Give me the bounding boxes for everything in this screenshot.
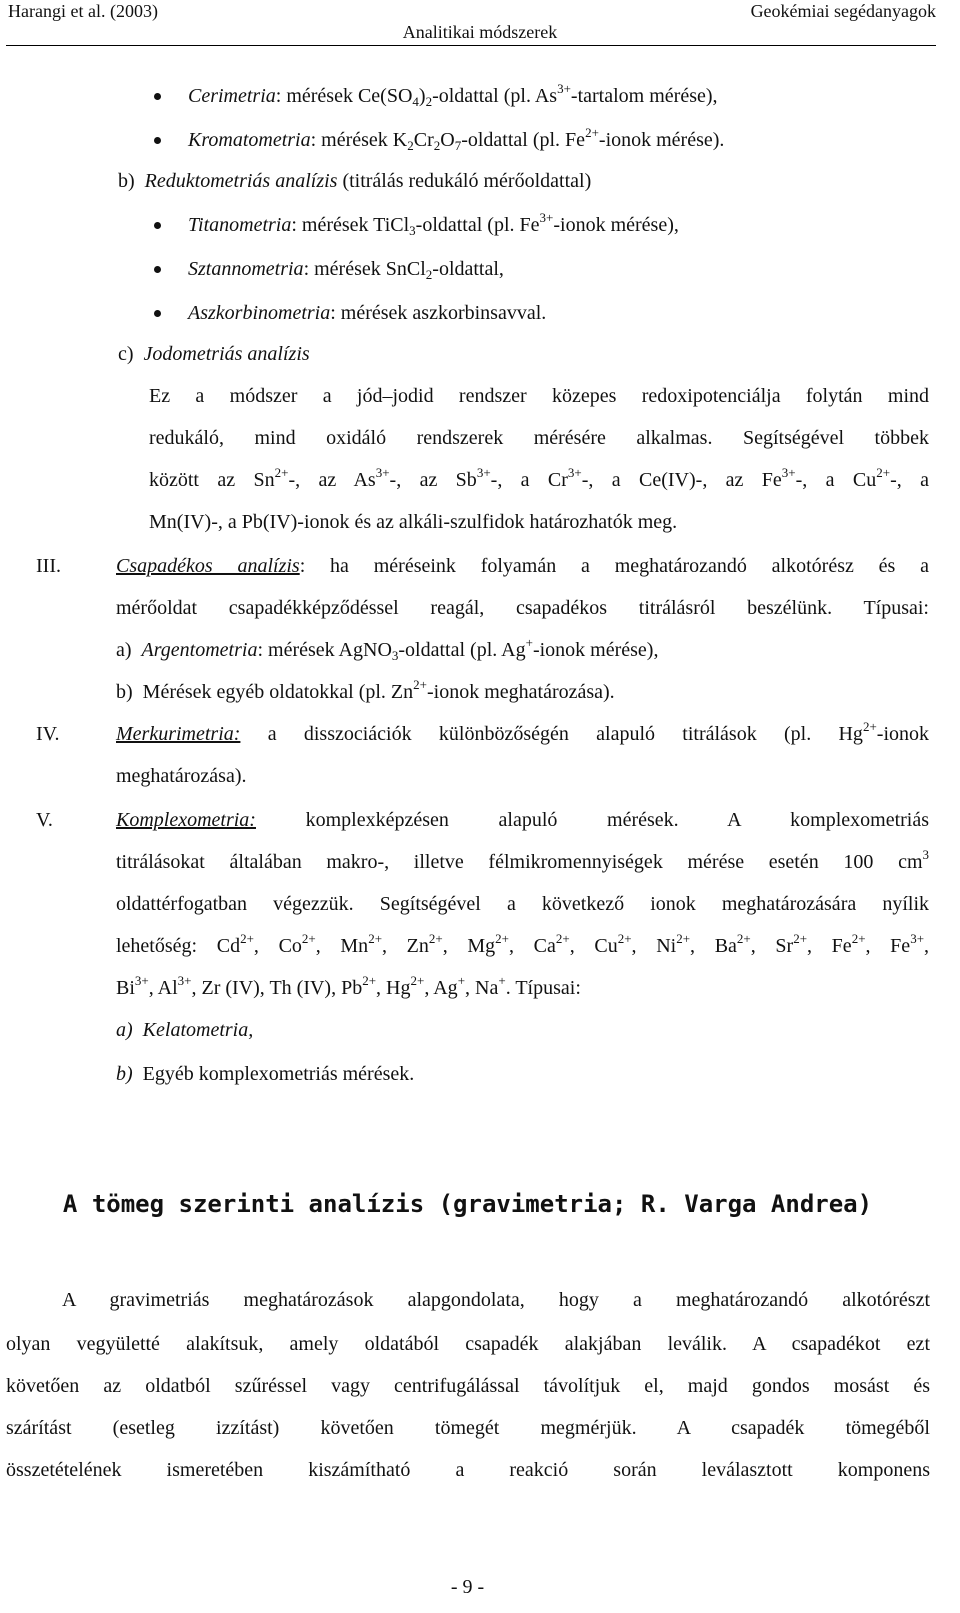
paragraph-line: $Bi^{3+}$, $Al^{3+}$, Zr (IV), Th (IV), $Pb^{2+}$, $Hg^{2+}$, Ag+, Na+. Típusai: xyxy=(116,973,581,999)
paragraph-line: titrálásokat általában makro-, illetve félmikromennyiségek mérése esetén 100 $cm^3$ xyxy=(116,847,929,873)
header-chapter: Analitikai módszerek xyxy=(402,22,558,42)
header-series: Geokémiai segédanyagok xyxy=(750,1,936,21)
paragraph-line: szárítást (esetleg izzítást) követően tömegét megmérjük. A csapadék tömegéből xyxy=(6,1417,930,1439)
bullet-icon xyxy=(154,310,161,317)
paragraph-line: oldattérfogatban végezzük. Segítségével a következő ionok meghatározására nyílik xyxy=(116,893,929,915)
bullet-icon xyxy=(154,266,161,273)
paragraph-line: Mn(IV)-, a Pb(IV)-ionok és az alkáli-szulfidok határozhatók meg. xyxy=(149,511,678,533)
header-rule xyxy=(6,45,936,46)
item-kromatometria: Kromatometria: mérések $K_2Cr_2O_7$-oldattal (pl. $Fe^{2+}$-ionok mérése). xyxy=(188,125,725,153)
item-titanometria: Titanometria: mérések TiCl$_3$-oldattal (pl. $Fe^{3+}$-ionok mérése), xyxy=(188,210,679,238)
paragraph-line: Ez a módszer a jód–jodid rendszer közepes redoxipotenciálja folytán mind xyxy=(149,385,929,407)
subsection-c-jodometria: c) Jodometriás analízis xyxy=(118,343,310,365)
paragraph-line: Csapadékos analízis: ha méréseink folyamán a meghatározandó alkotórész és a xyxy=(116,555,929,577)
paragraph-line: mérőoldat csapadékképződéssel reagál, csapadékos titrálásról beszélünk. Típusai: xyxy=(116,597,929,619)
roman-numeral-v: V. xyxy=(36,809,53,831)
roman-numeral-iv: IV. xyxy=(36,723,60,745)
item-egyeb-meresek: b) Mérések egyéb oldatokkal (pl. $Zn^{2+}$-ionok meghatározása). xyxy=(116,677,615,703)
page-number: - 9 - xyxy=(450,1576,485,1598)
item-kelatometria: a) Kelatometria, xyxy=(116,1019,254,1041)
bullet-icon xyxy=(154,222,161,229)
paragraph-line: A gravimetriás meghatározások alapgondolata, hogy a meghatározandó alkotórészt xyxy=(62,1289,930,1311)
paragraph-line: meghatározása). xyxy=(116,765,247,787)
paragraph-line: Merkurimetria: a disszociációk különbözőségén alapuló titrálások (pl. $Hg^{2+}$-ionok xyxy=(116,719,929,745)
paragraph-line: Komplexometria: komplexképzésen alapuló mérések. A komplexometriás xyxy=(116,809,929,831)
bullet-icon xyxy=(154,137,161,144)
item-aszkorbinometria: Aszkorbinometria: mérések aszkorbinsavval. xyxy=(188,302,547,324)
paragraph-line: követően az oldatból szűréssel vagy centrifugálással távolítjuk el, majd gondos mosást és xyxy=(6,1375,930,1397)
paragraph-line: olyan vegyületté alakítsuk, amely oldatából csapadék alakjában leválik. A csapadékot ezt xyxy=(6,1333,930,1355)
item-argentometria: a) Argentometria: mérések AgNO$_3$-oldattal (pl. Ag+-ionok mérése), xyxy=(116,635,659,663)
subsection-b-reduktometria: b) Reduktometriás analízis (titrálás redukáló mérőoldattal) xyxy=(118,170,592,192)
page-header xyxy=(0,0,960,46)
paragraph-line: összetételének ismeretében kiszámítható a reakció során leválasztott komponens xyxy=(6,1459,930,1481)
item-egyeb-komplexometria: b) Egyéb komplexometriás mérések. xyxy=(116,1063,415,1085)
section-heading: A tömeg szerinti analízis (gravimetria; R. Varga Andrea) xyxy=(62,1190,873,1218)
header-authors: Harangi et al. (2003) xyxy=(8,1,158,21)
item-sztannometria: Sztannometria: mérések SnCl$_2$-oldattal, xyxy=(188,258,504,282)
paragraph-line: között az $Sn^{2+}-$, az $As^{3+}-$, az $Sb^{3+}-$, a $Cr^{3+}-$, a Ce(IV)-, az $Fe^{3+}-$, a $Cu^{2+}-$, a xyxy=(149,465,929,491)
item-cerimetria: Cerimetria: mérések $Ce(SO_4)_2$-oldattal (pl. $As^{3+}$-tartalom mérése), xyxy=(188,81,718,109)
bullet-icon xyxy=(154,93,161,100)
paragraph-line: redukáló, mind oxidáló rendszerek mérésére alkalmas. Segítségével többek xyxy=(149,427,929,449)
paragraph-line: lehetőség: $Cd^{2+}$, $Co^{2+}$, $Mn^{2+}$, $Zn^{2+}$, $Mg^{2+}$, $Ca^{2+}$, $Cu^{2+}$, $Ni^{2+}$, $Ba^{2+}$, $Sr^{2+}$, $Fe^{2+}$, $Fe^{3+}$, xyxy=(116,931,930,957)
roman-numeral-iii: III. xyxy=(36,555,61,577)
